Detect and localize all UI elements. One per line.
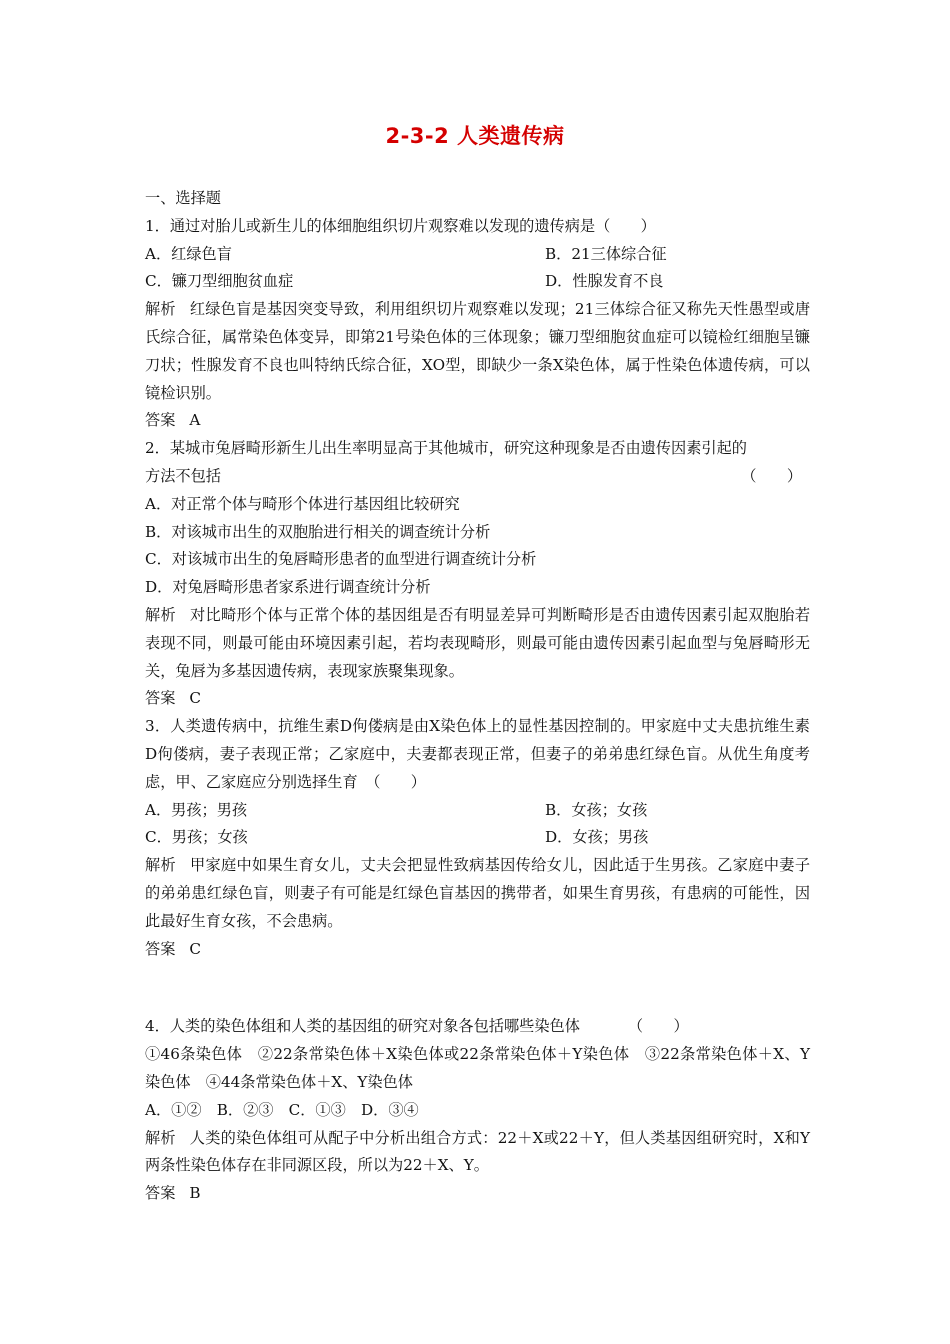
q1-answer [145,407,810,435]
q1-options-row-2 [145,268,810,296]
q2-analysis-label: 解析 [145,605,177,624]
q2-option-a: A．对正常个体与畸形个体进行基因组比较研究 [145,494,460,513]
q2-answer [145,685,810,713]
q2-option-c: C．对该城市出生的兔唇畸形患者的血型进行调查统计分析 [145,550,537,569]
q2-analysis-text: 对比畸形个体与正常个体的基因组是否有明显差异可判断畸形是否由遗传因素引起双胞胎若表现不同，则最可能由环境因素引起，若均表现畸形，则最可能由遗传因素引起血型与兔唇畸形无关，兔唇为多基因遗传病，表现家族聚集现象。 [145,605,811,680]
q3-options-row-2 [145,824,810,852]
q2-stem-line-1: 2．某城市兔唇畸形新生儿出生率明显高于其他城市，研究这种现象是否由遗传因素引起的 [145,439,747,458]
q3-stem: 3．人类遗传病中，抗维生素D佝偻病是由X染色体上的显性基因控制的。甲家庭中丈夫患抗维生素D佝偻病，妻子表现正常；乙家庭中，夫妻都表现正常，但妻子的弟弟患红绿色盲。从优生角度考虑，甲、乙家庭应分别选择生育 （ ） [145,717,810,791]
q4-analysis-label: 解析 [145,1128,176,1147]
q1-stem: 1．通过对胎儿或新生儿的体细胞组织切片观察难以发现的遗传病是（ ） [145,216,656,235]
q3-analysis-text: 甲家庭中如果生育女儿，丈夫会把显性致病基因传给女儿，因此适于生男孩。乙家庭中妻子的弟弟患红绿色盲，则妻子有可能是红绿色盲基因的携带者，如果生育男孩，有患病的可能性，因此最好生育女孩，不会患病。 [145,856,811,930]
q1-analysis-text: 红绿色盲是基因突变导致，利用组织切片观察难以发现；21三体综合征又称先天性愚型或唐氏综合征，属常染色体变异，即第21号染色体的三体现象；镰刀型细胞贫血症可以镜检红细胞呈镰刀状；性腺发育不良也叫特纳氏综合征，XO型，即缺少一条X染色体，属于性染色体遗传病，可以镜检识别。 [145,300,811,402]
q3-answer [145,936,810,964]
q2-stem-text: 方法不包括 [145,466,221,485]
q4-analysis-text: 人类的染色体组可从配子中分析出组合方式：22＋X或22＋Y，但人类基因组研究时，X和Y两条性染色体存在非同源区段，所以为22＋X、Y。 [145,1128,811,1175]
q1-option-d: D．性腺发育不良 [545,272,664,291]
q3-options-row-1 [145,797,810,825]
q3-analysis-label: 解析 [145,856,177,875]
q3-answer-value: C [189,939,201,958]
q2-stem-line-2 [145,463,810,491]
q3-answer-label: 答案 [145,939,176,958]
q1-options-row-1 [145,241,810,269]
q4-answer-paren: （ ） [627,1017,689,1036]
q4-stem-line [145,1013,810,1041]
q1-analysis [145,296,810,407]
q2-answer-label: 答案 [145,689,176,708]
q2-option-d: D．对兔唇畸形患者家系进行调查统计分析 [145,578,431,597]
q4-answer-value: B [189,1184,201,1203]
section-heading: 一、选择题 [145,189,221,207]
q1-answer-label: 答案 [145,411,176,430]
q2-answer-paren: （ ） [741,466,802,485]
document-body [145,185,810,1208]
spacer [145,963,810,1013]
q4-answer-label: 答案 [145,1184,176,1203]
q3-analysis [145,852,810,935]
q3-option-b: B．女孩；女孩 [545,800,648,819]
q3-option-c: C．男孩；女孩 [145,828,248,847]
q3-option-a: A．男孩；男孩 [145,800,248,819]
q1-analysis-label: 解析 [145,300,176,319]
q4-items: ①46条染色体 ②22条常染色体＋X染色体或22条常染色体＋Y染色体 ③22条常染色体＋X、Y染色体 ④44条常染色体＋X、Y染色体 [145,1045,810,1091]
q4-stem: 4．人类的染色体组和人类的基因组的研究对象各包括哪些染色体 [145,1017,580,1036]
q4-options: A．①② B．②③ C．①③ D．③④ [145,1100,419,1119]
page-title: 2-3-2 人类遗传病 [385,124,565,148]
q1-option-b: B．21三体综合征 [545,244,667,263]
q4-analysis [145,1125,810,1181]
q2-option-b: B．对该城市出生的双胞胎进行相关的调查统计分析 [145,522,491,541]
q1-option-c: C．镰刀型细胞贫血症 [145,272,294,291]
q1-answer-value: A [189,411,201,430]
q1-option-a: A．红绿色盲 [145,244,232,263]
q3-option-d: D．女孩；男孩 [545,828,649,847]
q2-answer-value: C [189,689,201,708]
q4-answer [145,1180,810,1208]
q2-analysis [145,602,810,685]
